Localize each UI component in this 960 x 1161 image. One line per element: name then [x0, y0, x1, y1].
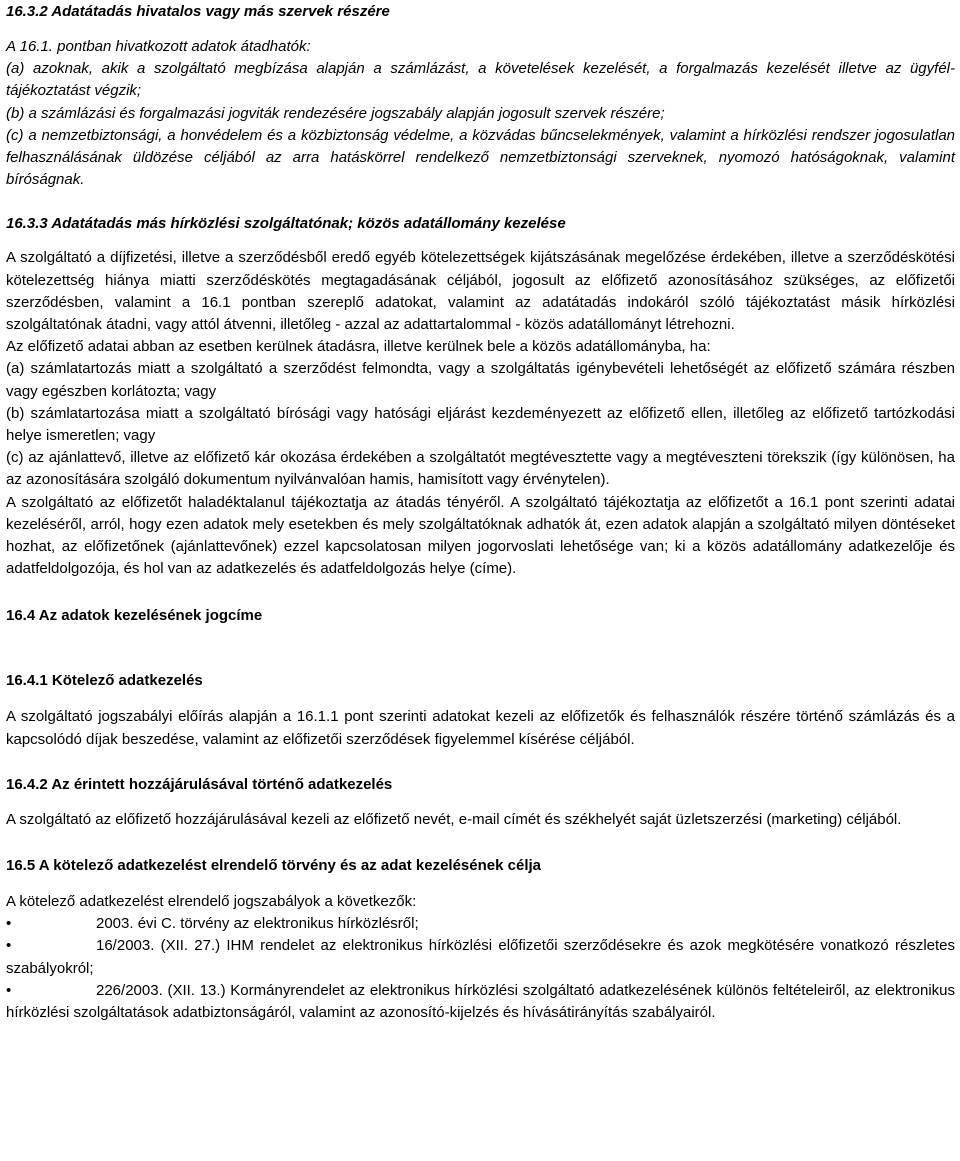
- paragraph-consent-processing: A szolgáltató az előfizető hozzájárulásával kezeli az előfizető nevét, e-mail címét és székhelyét saját üzletszerzési (marketing) céljából.: [6, 810, 902, 828]
- condition-a: (a) számlatartozás miatt a szolgáltató a szerződést felmondta, vagy a szolgáltatás igénybevételi lehetőségét az előfizető számára részben vagy egészben korlátozta; vagy: [6, 360, 955, 400]
- list-item: [6, 935, 955, 979]
- condition-b: (b) számlatartozása miatt a szolgáltató bírósági vagy hatósági eljárást kezdeményezett az előfizető ellen, illetőleg az előfizető tartózkodási helye ismeretlen; vagy: [6, 404, 955, 445]
- list-item: [6, 913, 955, 935]
- bullet-icon: •: [6, 915, 12, 933]
- section-heading-16-3-2: 16.3.2 Adatátadás hivatalos vagy más szervek részére: [6, 3, 390, 20]
- list-item-a: (a) azoknak, akik a szolgáltató megbízása alapján a számlázást, a követelések kezelését, a forgalmazás kezelését illetve az ügyfél-tájékoztatást végzik;: [6, 60, 955, 100]
- bullet-icon: •: [6, 981, 12, 999]
- section-body-16-3-2: [6, 36, 955, 191]
- section-heading-16-3-3: 16.3.3 Adatátadás más hírközlési szolgáltatónak; közös adatállomány kezelése: [6, 215, 566, 233]
- section-heading-16-4-1: 16.4.1 Kötelező adatkezelés: [6, 672, 203, 690]
- section-heading-16-5: 16.5 A kötelező adatkezelést elrendelő törvény és az adat kezelésének célja: [6, 857, 541, 875]
- list-item-text: 2003. évi C. törvény az elektronikus hírközlésről;: [96, 915, 419, 933]
- list-item: [6, 980, 955, 1024]
- section-body-16-5: [6, 891, 955, 1024]
- list-item-text: 16/2003. (XII. 27.) IHM rendelet az elektronikus hírközlési előfizetői szerződésekre és azok megkötésére vonatkozó részletes szabályokról;: [6, 937, 955, 977]
- section-heading-16-4: 16.4 Az adatok kezelésének jogcíme: [6, 607, 263, 625]
- paragraph-notification: A szolgáltató az előfizetőt haladéktalanul tájékoztatja az átadás tényéről. A szolgáltató tájékoztatja az előfizetőt a 16.1 pont szerinti adatai kezeléséről, arról, hogy ezen adatok mely esetekben és mely szolgáltatóknak adhatók át, ezen adatok alapján a szolgáltató milyen döntéseket hozhat, az előfizetőnek (ajánlattevőnek) ezzel kapcsolatosan milyen jogorvoslati lehetősége van; ki a közös adatállomány adatkezelője és adatfeldolgozója, és hol van az adatkezelés és adatfeldolgozás helye (címe).: [6, 493, 955, 578]
- list-item-text: 226/2003. (XII. 13.) Kormányrendelet az elektronikus hírközlési szolgáltató adatkezelésének különös feltételeiről, az elektronikus hírközlési szolgáltatások adatbiztonságáról, valamint az azonosító-kijelzés és hívásátirányítás szabályairól.: [6, 981, 955, 1022]
- paragraph-intro: A 16.1. pontban hivatkozott adatok átadhatók:: [6, 38, 311, 55]
- paragraph-regulations-intro: A kötelező adatkezelést elrendelő jogszabályok a következők:: [6, 893, 417, 911]
- bullet-icon: •: [6, 937, 12, 955]
- section-body-16-3-3: [6, 247, 955, 580]
- paragraph-mandatory-processing: A szolgáltató jogszabályi előírás alapján a 16.1.1 pont szerinti adatokat kezeli az előfizetők és felhasználók részére történő számlázás és a kapcsolódó díjak beszedése, valamint az előfizetői szerződések figyelemmel kísérése céljából.: [6, 708, 955, 748]
- section-heading-16-4-2: 16.4.2 Az érintett hozzájárulásával történő adatkezelés: [6, 775, 393, 793]
- list-item-b: (b) a számlázási és forgalmazási jogviták rendezésére jogszabály alapján jogosult szervek részére;: [6, 104, 665, 122]
- condition-c: (c) az ajánlattevő, illetve az előfizető kár okozása érdekében a szolgáltatót megtévesztette vagy a megtéveszteni törekszik (így különösen, ha az azonosítására szolgáló dokumentum nyilvánvalóan hamis, hamisított vagy érvénytelen).: [6, 449, 955, 489]
- paragraph-data-transfer: A szolgáltató a díjfizetési, illetve a szerződésből eredő egyéb kötelezettségek kijátszásának megelőzése érdekében, illetve a szerződéskötési kötelezettség hiánya miatti szerződéskötés megtagadásának céljából, jogosult az előfizető azonosításához szükséges, az előfizetői szerződésben, valamint a 16.1 pontban szereplő adatokat, valamint az adatátadás indokáról szóló tájékoztatást másik hírközlési szolgáltatónak átadni, vagy attól átvenni, illetőleg - azzal az adattartalommal - közös adatállományt létrehozni.: [6, 249, 955, 334]
- list-item-c: (c) a nemzetbiztonsági, a honvédelem és a közbiztonság védelme, a közvádas bűncselekmények, valamint a hírközlési rendszer jogosulatlan felhasználásának üldözése céljából az arra hatáskörrel rendelkező nemzetbiztonsági szerveknek, nyomozó hatóságoknak, valamint bíróságnak.: [6, 126, 955, 189]
- paragraph-conditions: Az előfizető adatai abban az esetben kerülnek átadásra, illetve kerülnek bele a közös adatállományba, ha:: [6, 338, 711, 356]
